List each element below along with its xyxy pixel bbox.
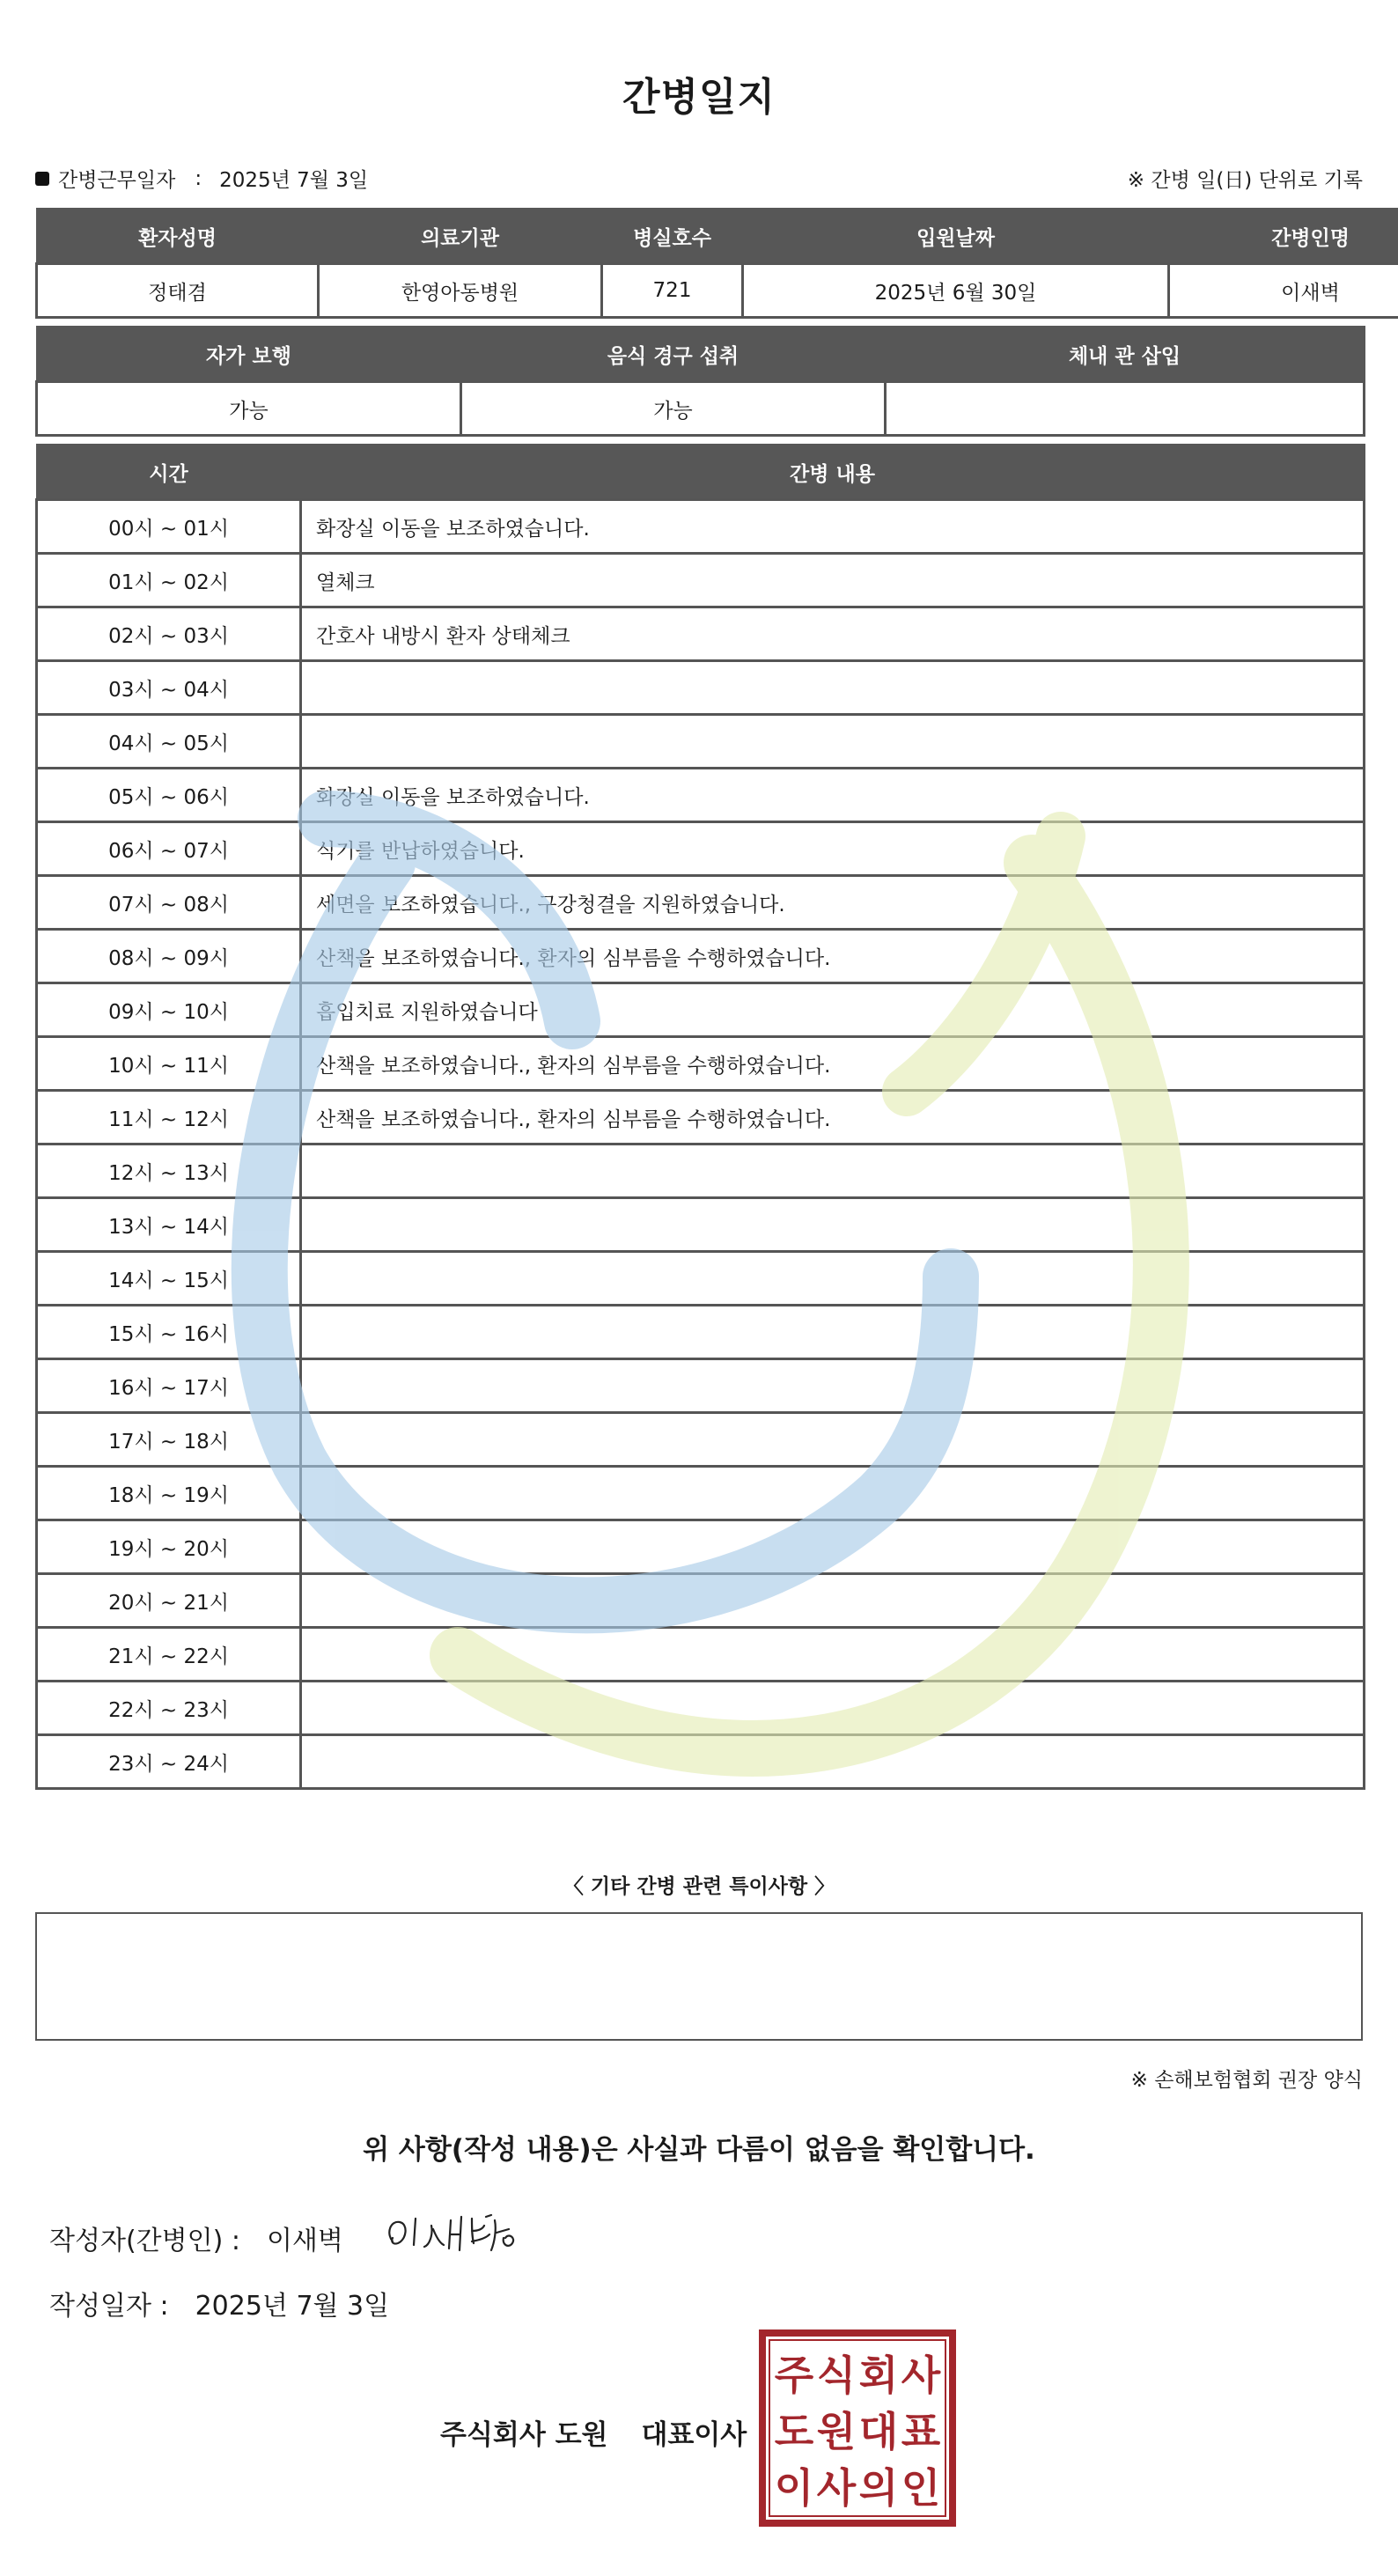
page-title: 간병일지 <box>622 75 776 120</box>
hourly-care-log-table <box>35 444 1365 1790</box>
seal-character: 원 <box>816 2408 857 2455</box>
log-row <box>37 1413 1365 1467</box>
writer-line <box>49 2219 343 2257</box>
header-time: 시간 <box>37 445 301 500</box>
room-number: 721 <box>602 264 743 318</box>
patient-status-table <box>35 326 1365 437</box>
log-content: 산책을 보조하였습니다., 환자의 심부름을 수행하였습니다. <box>301 1037 1365 1091</box>
admission-date: 2025년 6월 30일 <box>743 264 1169 318</box>
log-content: 열체크 <box>301 554 1365 607</box>
header-patient-name: 환자성명 <box>37 209 319 264</box>
log-time: 21시 ~ 22시 <box>37 1628 301 1682</box>
log-time: 09시 ~ 10시 <box>37 983 301 1037</box>
log-row <box>37 554 1365 607</box>
log-row <box>37 983 1365 1037</box>
unit-note: ※ 간병 일(日) 단위로 기록 <box>1127 169 1363 192</box>
seal-character: 의 <box>858 2464 899 2512</box>
log-time: 22시 ~ 23시 <box>37 1682 301 1735</box>
work-date-line <box>35 164 368 193</box>
header-hospital: 의료기관 <box>319 209 602 264</box>
log-row <box>37 1735 1365 1789</box>
log-time: 17시 ~ 18시 <box>37 1413 301 1467</box>
log-time: 11시 ~ 12시 <box>37 1091 301 1144</box>
log-content: 화장실 이동을 보조하였습니다. <box>301 769 1365 822</box>
writer-label: 작성자(간병인) : <box>49 2226 240 2256</box>
representative-title: 대표이사 <box>641 2419 747 2451</box>
seal-character: 표 <box>901 2408 941 2455</box>
handwritten-signature <box>380 2199 539 2270</box>
header-caregiver-name: 간병인명 <box>1169 209 1398 264</box>
log-row <box>37 1574 1365 1628</box>
log-content <box>301 1682 1365 1735</box>
log-content <box>301 1628 1365 1682</box>
log-content <box>301 1144 1365 1198</box>
log-row <box>37 1306 1365 1359</box>
log-content: 세면을 보조하였습니다., 구강청결을 지원하였습니다. <box>301 876 1365 930</box>
caregiver-name: 이새벽 <box>1169 264 1398 318</box>
header-oral-intake: 음식 경구 섭취 <box>461 327 886 382</box>
log-time: 04시 ~ 05시 <box>37 715 301 769</box>
bullet-square-icon <box>35 172 49 186</box>
oral-intake-value: 가능 <box>461 382 886 436</box>
company-name: 주식회사 도원 <box>440 2419 608 2451</box>
header-admission-date: 입원날짜 <box>743 209 1169 264</box>
header-room-number: 병실호수 <box>602 209 743 264</box>
log-row <box>37 1628 1365 1682</box>
log-time: 00시 ~ 01시 <box>37 500 301 554</box>
log-row <box>37 769 1365 822</box>
patient-name: 정태겸 <box>37 264 319 318</box>
log-time: 14시 ~ 15시 <box>37 1252 301 1306</box>
log-content <box>301 1735 1365 1789</box>
log-row <box>37 1252 1365 1306</box>
log-time: 06시 ~ 07시 <box>37 822 301 876</box>
header-self-walking: 자가 보행 <box>37 327 461 382</box>
log-time: 19시 ~ 20시 <box>37 1520 301 1574</box>
log-content: 간호사 내방시 환자 상태체크 <box>301 607 1365 661</box>
writer-name: 이새벽 <box>266 2226 343 2256</box>
seal-character: 대 <box>858 2408 899 2455</box>
log-row <box>37 1144 1365 1198</box>
hospital-name: 한영아동병원 <box>319 264 602 318</box>
seal-character: 주 <box>774 2352 814 2399</box>
log-content: 산책을 보조하였습니다., 환자의 심부름을 수행하였습니다. <box>301 930 1365 983</box>
log-time: 16시 ~ 17시 <box>37 1359 301 1413</box>
log-time: 12시 ~ 13시 <box>37 1144 301 1198</box>
work-date-value: 2025년 7월 3일 <box>219 169 369 192</box>
header-tube-insertion: 체내 관 삽입 <box>886 327 1365 382</box>
seal-character: 회 <box>858 2352 899 2399</box>
log-content: 화장실 이동을 보조하였습니다. <box>301 500 1365 554</box>
log-content <box>301 1520 1365 1574</box>
written-date-value: 2025년 7월 3일 <box>195 2291 390 2322</box>
work-date-label: 간병근무일자 <box>58 169 176 192</box>
log-time: 20시 ~ 21시 <box>37 1574 301 1628</box>
log-time: 05시 ~ 06시 <box>37 769 301 822</box>
log-time: 02시 ~ 03시 <box>37 607 301 661</box>
seal-character: 사 <box>816 2464 857 2512</box>
log-time: 08시 ~ 09시 <box>37 930 301 983</box>
log-content: 식기를 반납하였습니다. <box>301 822 1365 876</box>
log-content <box>301 661 1365 715</box>
seal-character: 사 <box>901 2352 941 2399</box>
log-row <box>37 1520 1365 1574</box>
log-row <box>37 661 1365 715</box>
log-content <box>301 1467 1365 1520</box>
log-rows <box>37 500 1365 1789</box>
seal-character: 도 <box>774 2408 814 2455</box>
log-time: 07시 ~ 08시 <box>37 876 301 930</box>
log-row <box>37 876 1365 930</box>
confirmation-statement: 위 사항(작성 내용)은 사실과 다름이 없음을 확인합니다. <box>363 2134 1035 2166</box>
log-content <box>301 1306 1365 1359</box>
written-date-label: 작성일자 : <box>49 2291 169 2322</box>
log-time: 23시 ~ 24시 <box>37 1735 301 1789</box>
log-time: 18시 ~ 19시 <box>37 1467 301 1520</box>
log-content <box>301 1252 1365 1306</box>
log-content <box>301 715 1365 769</box>
log-row <box>37 822 1365 876</box>
log-content <box>301 1574 1365 1628</box>
written-date-line <box>49 2284 389 2322</box>
log-time: 10시 ~ 11시 <box>37 1037 301 1091</box>
log-row <box>37 1091 1365 1144</box>
log-time: 13시 ~ 14시 <box>37 1198 301 1252</box>
log-row <box>37 1682 1365 1735</box>
seal-character: 식 <box>816 2352 857 2399</box>
log-content: 산책을 보조하였습니다., 환자의 심부름을 수행하였습니다. <box>301 1091 1365 1144</box>
log-row <box>37 500 1365 554</box>
self-walking-value: 가능 <box>37 382 461 436</box>
log-time: 15시 ~ 16시 <box>37 1306 301 1359</box>
log-row <box>37 1467 1365 1520</box>
company-line <box>440 2412 747 2452</box>
seal-character: 인 <box>901 2464 941 2512</box>
company-seal <box>757 2328 958 2528</box>
notes-box <box>35 1912 1363 2041</box>
patient-info-table <box>35 208 1398 319</box>
tube-insertion-value <box>886 382 1365 436</box>
log-row <box>37 1198 1365 1252</box>
log-time: 01시 ~ 02시 <box>37 554 301 607</box>
log-row <box>37 1037 1365 1091</box>
log-time: 03시 ~ 04시 <box>37 661 301 715</box>
log-content <box>301 1198 1365 1252</box>
header-care-content: 간병 내용 <box>301 445 1365 500</box>
log-row <box>37 715 1365 769</box>
notes-title: 〈 기타 간병 관련 특이사항 〉 <box>563 1875 835 1898</box>
log-row <box>37 607 1365 661</box>
log-content <box>301 1359 1365 1413</box>
log-row <box>37 930 1365 983</box>
form-note: ※ 손해보험협회 권장 양식 <box>1130 2069 1363 2092</box>
seal-character: 이 <box>774 2464 814 2512</box>
work-date-colon: : <box>195 166 202 190</box>
log-row <box>37 1359 1365 1413</box>
log-content: 흡입치료 지원하였습니다 <box>301 983 1365 1037</box>
log-content <box>301 1413 1365 1467</box>
